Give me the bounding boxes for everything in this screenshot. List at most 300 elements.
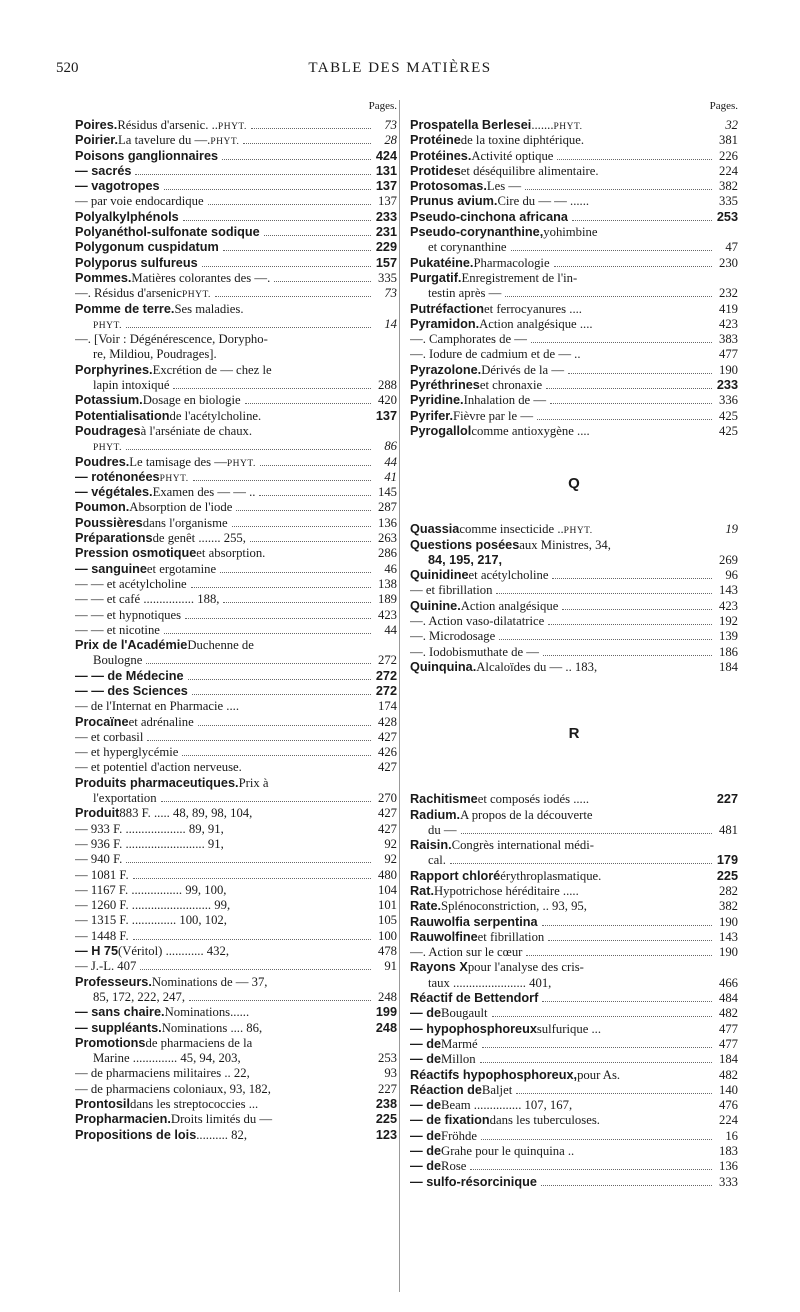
index-entry — [75, 546, 397, 561]
entry-page-number: 140 — [718, 1082, 738, 1097]
entry-text: —. Camphorates de — — [410, 332, 527, 347]
entry-text: 85, 172, 222, 247, — [93, 989, 185, 1004]
entry-term: Poumon. — [75, 500, 130, 515]
entry-journal-abbrev: PHYT. — [217, 122, 247, 132]
entry-term: Procaïne — [75, 714, 129, 729]
dot-leader — [173, 388, 371, 389]
dot-leader — [492, 1016, 712, 1017]
dot-leader — [223, 602, 371, 603]
entry-page-number: 282 — [718, 883, 738, 898]
index-entry — [75, 1021, 397, 1036]
dot-leader — [133, 878, 371, 879]
entry-page-number: 190 — [718, 914, 738, 929]
entry-line — [75, 225, 397, 240]
entry-term: Poirier. — [75, 133, 119, 148]
dot-leader — [274, 281, 371, 282]
entry-text: Millon — [441, 1052, 476, 1067]
entry-text: — et hyperglycémie — [75, 745, 179, 760]
entry-text: Le tamisage des — — [129, 454, 227, 469]
entry-term: Quassia — [410, 522, 460, 537]
index-entry — [75, 699, 397, 714]
entry-line — [75, 1021, 397, 1036]
entry-line — [75, 1112, 397, 1127]
entry-text: Dosage en biologie — [142, 393, 241, 408]
entry-text: Alcaloïdes du — .. 183, — [476, 659, 598, 674]
dot-leader — [220, 572, 371, 573]
entry-term: Raisin. — [410, 838, 452, 853]
entry-line — [410, 424, 738, 439]
entry-page-number: 248 — [377, 989, 397, 1004]
entry-line — [410, 347, 738, 362]
index-entry — [410, 660, 738, 675]
index-entry — [75, 868, 397, 883]
entry-term: Protides — [410, 163, 461, 178]
index-entry — [75, 638, 397, 669]
dot-leader — [499, 639, 712, 640]
entry-term: — de — [410, 1159, 442, 1174]
entry-text: — 1167 F. ................ 99, 100, — [75, 882, 227, 897]
entry-term: Potentialisation — [75, 408, 170, 423]
dot-leader — [232, 526, 371, 527]
index-entry — [410, 838, 738, 869]
index-entry — [410, 599, 738, 614]
entry-page-number: 480 — [377, 867, 397, 882]
entry-term: — de — [410, 1128, 442, 1143]
entry-page-number: 263 — [377, 531, 397, 546]
entry-page-number: 482 — [718, 1067, 738, 1082]
entry-term: Propharmacien. — [75, 1112, 171, 1127]
dot-leader — [264, 235, 371, 236]
entry-text: Fröhde — [441, 1128, 477, 1143]
entry-text: et adrénaline — [128, 714, 194, 729]
dot-leader — [126, 449, 371, 450]
index-entry — [410, 522, 738, 537]
index-entry — [75, 332, 397, 363]
entry-line — [410, 225, 738, 240]
entry-line — [410, 409, 738, 424]
entry-page-number: 231 — [375, 225, 397, 240]
entry-term: Questions posées — [410, 537, 520, 552]
entry-page-number: 225 — [375, 1112, 397, 1127]
entry-text: Absorption de l'iode — [129, 500, 233, 515]
entry-line — [410, 256, 738, 271]
entry-term: Professeurs. — [75, 974, 152, 989]
entry-term: Rauwolfine — [410, 929, 478, 944]
entry-text: yohimbine — [543, 225, 598, 240]
entry-term: Protéines. — [410, 148, 472, 163]
entry-page-number: 139 — [718, 629, 738, 644]
entry-term: Prix de l'Académie — [75, 638, 188, 653]
entry-page-number: 186 — [718, 644, 738, 659]
entry-text: de l'acétylcholine. — [169, 408, 262, 423]
entry-term: Poires. — [75, 118, 118, 132]
entry-line — [75, 638, 397, 653]
entry-line — [410, 1175, 738, 1190]
entry-line — [410, 808, 738, 823]
entry-line — [75, 194, 397, 209]
dot-leader — [546, 388, 712, 389]
entry-term: — sans chaire. — [75, 1005, 165, 1020]
entry-line — [410, 614, 738, 629]
entry-term: Préparations — [75, 531, 153, 546]
index-entry — [410, 164, 738, 179]
entry-term: — de — [410, 1052, 442, 1067]
entry-page-number: 138 — [377, 576, 397, 591]
dot-leader — [516, 1093, 712, 1094]
entry-line — [410, 1006, 738, 1021]
entry-page-number: 272 — [377, 653, 397, 668]
entry-page-number: 192 — [718, 614, 738, 629]
entry-line — [410, 317, 738, 332]
index-entry — [410, 363, 738, 378]
right-column — [410, 98, 738, 1190]
entry-page-number: 424 — [375, 148, 397, 163]
index-entry — [75, 715, 397, 730]
index-entry — [410, 930, 738, 945]
entry-page-number: 426 — [377, 745, 397, 760]
index-entry — [75, 898, 397, 913]
entry-continuation — [75, 317, 397, 332]
entry-page-number: 190 — [718, 362, 738, 377]
index-entry — [75, 1036, 397, 1067]
entry-line — [75, 715, 397, 730]
entry-line — [75, 806, 397, 821]
entry-page-number: 288 — [377, 378, 397, 393]
entry-page-number: 131 — [375, 163, 397, 178]
entry-line — [75, 975, 397, 990]
entry-page-number: 92 — [384, 836, 397, 851]
entry-term: Pomme de terre. — [75, 301, 175, 316]
entry-page-number: 32 — [725, 118, 738, 132]
index-entry — [75, 562, 397, 577]
dot-leader — [243, 143, 371, 144]
entry-line — [75, 500, 397, 515]
dot-leader — [531, 342, 712, 343]
entry-term: Quinquina. — [410, 659, 477, 674]
entry-line — [410, 599, 738, 614]
index-entry — [410, 302, 738, 317]
entry-line — [75, 393, 397, 408]
entry-text: l'exportation — [93, 791, 157, 806]
entry-line — [410, 271, 738, 286]
dot-leader — [572, 220, 712, 221]
dot-leader — [188, 679, 371, 680]
dot-leader — [208, 204, 371, 205]
index-entry — [75, 822, 397, 837]
entry-continuation — [410, 853, 738, 868]
dot-leader — [550, 403, 712, 404]
entry-line — [410, 991, 738, 1006]
entry-page-number: 137 — [377, 194, 397, 209]
entry-term: Pyrifer. — [410, 408, 454, 423]
dot-leader — [482, 1047, 712, 1048]
entry-text: sulfurique ... — [536, 1021, 602, 1036]
entry-text: et ergotamine — [146, 561, 217, 576]
entry-page-number: 272 — [375, 683, 397, 698]
dot-leader — [164, 189, 371, 190]
index-entry — [75, 760, 397, 775]
index-entry — [75, 1097, 397, 1112]
dot-leader — [251, 128, 371, 129]
index-entry — [410, 568, 738, 583]
dot-leader — [542, 925, 712, 926]
entry-page-number: 477 — [718, 347, 738, 362]
entry-line — [75, 286, 397, 301]
index-entry — [75, 516, 397, 531]
entry-line — [410, 660, 738, 675]
entry-term: Pression osmotique — [75, 546, 197, 561]
entry-page-number: 101 — [377, 898, 397, 913]
entry-page-number: 427 — [377, 806, 397, 821]
entry-text: — — et café ................ 188, — [75, 592, 220, 607]
entry-page-number: 227 — [716, 792, 738, 807]
entry-page-number: 46 — [384, 561, 397, 576]
entry-term: — sanguine — [75, 561, 147, 576]
dot-leader — [236, 510, 371, 511]
entry-page-number: 224 — [718, 163, 738, 178]
entry-text: —. Iodobismuthate de — — [410, 644, 539, 659]
index-entry — [75, 118, 397, 133]
entry-text: — — et hypnotiques — [75, 607, 182, 622]
index-entry — [75, 592, 397, 607]
entry-page-number: 123 — [375, 1127, 397, 1142]
entry-line — [75, 1036, 397, 1051]
index-entry — [410, 149, 738, 164]
entry-page-number: 100 — [377, 928, 397, 943]
entry-text: La tavelure du —. — [118, 133, 211, 148]
page-number: 520 — [56, 60, 79, 76]
entry-page-number: 73 — [384, 118, 397, 132]
entry-term: Protéine — [410, 133, 461, 148]
entry-page-number: 383 — [718, 332, 738, 347]
entry-text: comme insecticide .. — [459, 522, 564, 537]
index-entry — [75, 1128, 397, 1143]
index-entry — [410, 1052, 738, 1067]
entry-term: Prunus avium. — [410, 194, 498, 209]
entry-text: Baljet — [481, 1082, 513, 1097]
entry-text: et acétylcholine — [468, 568, 549, 583]
index-entry — [75, 194, 397, 209]
entry-line — [75, 699, 397, 714]
entry-page-number: 269 — [718, 552, 738, 567]
entry-page-number: 179 — [716, 853, 738, 868]
left-column — [75, 98, 397, 1143]
entry-term: — roténonées — [75, 469, 160, 484]
entry-line — [410, 583, 738, 598]
index-entry — [410, 645, 738, 660]
entry-term: Polyporus sulfureus — [75, 255, 198, 270]
index-entry — [410, 409, 738, 424]
index-entry — [410, 792, 738, 807]
entry-text: Ses maladies. — [174, 301, 244, 316]
entry-page-number: 174 — [377, 699, 397, 714]
index-entry — [75, 608, 397, 623]
entry-line — [75, 1005, 397, 1020]
entry-page-number: 14 — [384, 316, 397, 331]
entry-line — [410, 792, 738, 807]
dot-leader — [191, 587, 371, 588]
entry-continuation — [75, 990, 397, 1005]
entry-page-number: 253 — [716, 209, 738, 224]
entry-page-number: 477 — [718, 1021, 738, 1036]
dot-leader — [222, 159, 371, 160]
entry-term: Quinidine — [410, 568, 469, 583]
entry-text: et fibrillation — [477, 929, 545, 944]
entry-line — [75, 210, 397, 225]
index-entry — [75, 240, 397, 255]
entry-term: Réactif de Bettendorf — [410, 991, 539, 1006]
entry-page-number: 272 — [375, 668, 397, 683]
entry-page-number: 287 — [377, 500, 397, 515]
index-entry — [75, 225, 397, 240]
dot-leader — [259, 495, 371, 496]
index-entry — [410, 869, 738, 884]
entry-term: Promotions — [75, 1035, 146, 1050]
entry-page-number: 41 — [384, 469, 397, 484]
entry-line — [75, 913, 397, 928]
entry-page-number: 189 — [377, 592, 397, 607]
index-entry — [410, 629, 738, 644]
entry-term: Pseudo-corynanthine, — [410, 225, 544, 240]
dot-leader — [133, 939, 371, 940]
entry-term: Pseudo-cinchona africana — [410, 209, 568, 224]
dot-leader — [480, 1062, 712, 1063]
entry-text: —. Action vaso-dilatatrice — [410, 614, 545, 629]
entry-term: — suppléants. — [75, 1020, 162, 1035]
entry-text: dans les streptococcies ... — [129, 1097, 259, 1111]
entry-text: Les — — [486, 179, 522, 194]
entry-line — [75, 164, 397, 179]
dot-leader — [250, 541, 371, 542]
entry-text: Pharmacologie — [473, 255, 550, 270]
entry-text: Duchenne de — [187, 638, 254, 653]
entry-continuation — [410, 553, 738, 568]
dot-leader — [511, 250, 712, 251]
entry-term: Réaction de — [410, 1082, 482, 1097]
entry-line — [410, 149, 738, 164]
entry-line — [75, 149, 397, 164]
index-entry — [410, 960, 738, 991]
index-entry — [410, 1175, 738, 1190]
dot-leader — [562, 609, 712, 610]
index-entry — [75, 210, 397, 225]
dot-leader — [192, 694, 371, 695]
entry-line — [410, 210, 738, 225]
entry-line — [75, 883, 397, 898]
entry-text: Cire du — — ...... — [497, 194, 590, 209]
index-entry — [410, 614, 738, 629]
entry-text: — 940 F. — [75, 852, 123, 867]
entry-line — [410, 930, 738, 945]
index-entry — [410, 808, 738, 839]
entry-text: — — et acétylcholine — [75, 576, 187, 591]
entry-text: Résidus d'arsenic. .. — [117, 118, 218, 132]
entry-term: Rate. — [410, 899, 442, 914]
entry-line — [75, 363, 397, 378]
entry-line — [75, 944, 397, 959]
entry-text: — 1315 F. .............. 100, 102, — [75, 913, 227, 928]
entry-line — [75, 730, 397, 745]
entry-line — [75, 852, 397, 867]
entry-term: — hypophosphoreux — [410, 1021, 537, 1036]
entry-term: Prontosil — [75, 1097, 130, 1111]
entry-text: (Véritol) ............ 432, — [118, 944, 230, 959]
entry-text: Excrétion de — chez le — [152, 362, 272, 377]
entry-text: de la toxine diphtérique. — [460, 133, 585, 148]
entry-page-number: 44 — [384, 454, 397, 469]
entry-text: — de pharmaciens militaires .. 22, — [75, 1066, 250, 1081]
entry-page-number: 184 — [718, 1052, 738, 1067]
dot-leader — [542, 1001, 712, 1002]
entry-line — [75, 179, 397, 194]
index-entry — [75, 286, 397, 301]
dot-leader — [541, 1185, 712, 1186]
entry-text: et absorption. — [196, 546, 266, 561]
dot-leader — [193, 480, 371, 481]
entry-text: Marine .............. 45, 94, 203, — [93, 1051, 241, 1066]
entry-page-number: 481 — [718, 822, 738, 837]
entry-page-number: 92 — [384, 852, 397, 867]
entry-text: —. Microdosage — [410, 629, 496, 644]
entry-page-number: 478 — [377, 944, 397, 959]
entry-term: Réactifs hypophosphoreux, — [410, 1067, 578, 1082]
entry-text: — de pharmaciens coloniaux, 93, 182, — [75, 1081, 271, 1096]
entry-text: de genêt ....... 255, — [152, 531, 246, 546]
entry-page-number: 96 — [725, 568, 738, 583]
entry-line — [75, 837, 397, 852]
entry-line — [75, 531, 397, 546]
entry-text: pour l'analyse des cris- — [467, 960, 584, 975]
entry-page-number: 47 — [725, 240, 738, 255]
dot-leader — [245, 403, 371, 404]
entry-page-number: 104 — [377, 882, 397, 897]
entry-line — [410, 899, 738, 914]
index-entry — [75, 149, 397, 164]
entry-line — [75, 485, 397, 500]
entry-term: — de — [410, 1036, 442, 1051]
entry-line — [410, 960, 738, 975]
entry-text: — et fibrillation — [410, 583, 493, 598]
dot-leader — [552, 578, 712, 579]
entry-line — [75, 822, 397, 837]
index-entry — [75, 730, 397, 745]
entry-line — [75, 684, 397, 699]
entry-page-number: 427 — [377, 729, 397, 744]
entry-line — [75, 929, 397, 944]
entry-term: Produits pharmaceutiques. — [75, 775, 239, 790]
entry-text: Action analgésique — [460, 598, 559, 613]
entry-text: érythroplasmatique. — [500, 868, 602, 883]
entry-line — [410, 1068, 738, 1083]
entry-text: — par voie endocardique — [75, 194, 204, 209]
entry-line — [75, 898, 397, 913]
entry-page-number: 233 — [375, 209, 397, 224]
entry-term: Pommes. — [75, 270, 132, 285]
entry-text: Nominations...... — [164, 1005, 250, 1020]
index-entry — [410, 1022, 738, 1037]
entry-continuation — [75, 378, 397, 393]
section-letter-r: R — [568, 725, 580, 743]
index-entry — [75, 929, 397, 944]
entry-page-number: 286 — [377, 546, 397, 561]
dot-leader — [496, 593, 712, 594]
index-entry — [410, 133, 738, 148]
entry-text: Nominations de — 37, — [151, 974, 268, 989]
index-entry — [410, 378, 738, 393]
dot-leader — [198, 725, 371, 726]
col-head-pages: Pages. — [368, 100, 397, 112]
entry-page-number: 333 — [718, 1174, 738, 1189]
